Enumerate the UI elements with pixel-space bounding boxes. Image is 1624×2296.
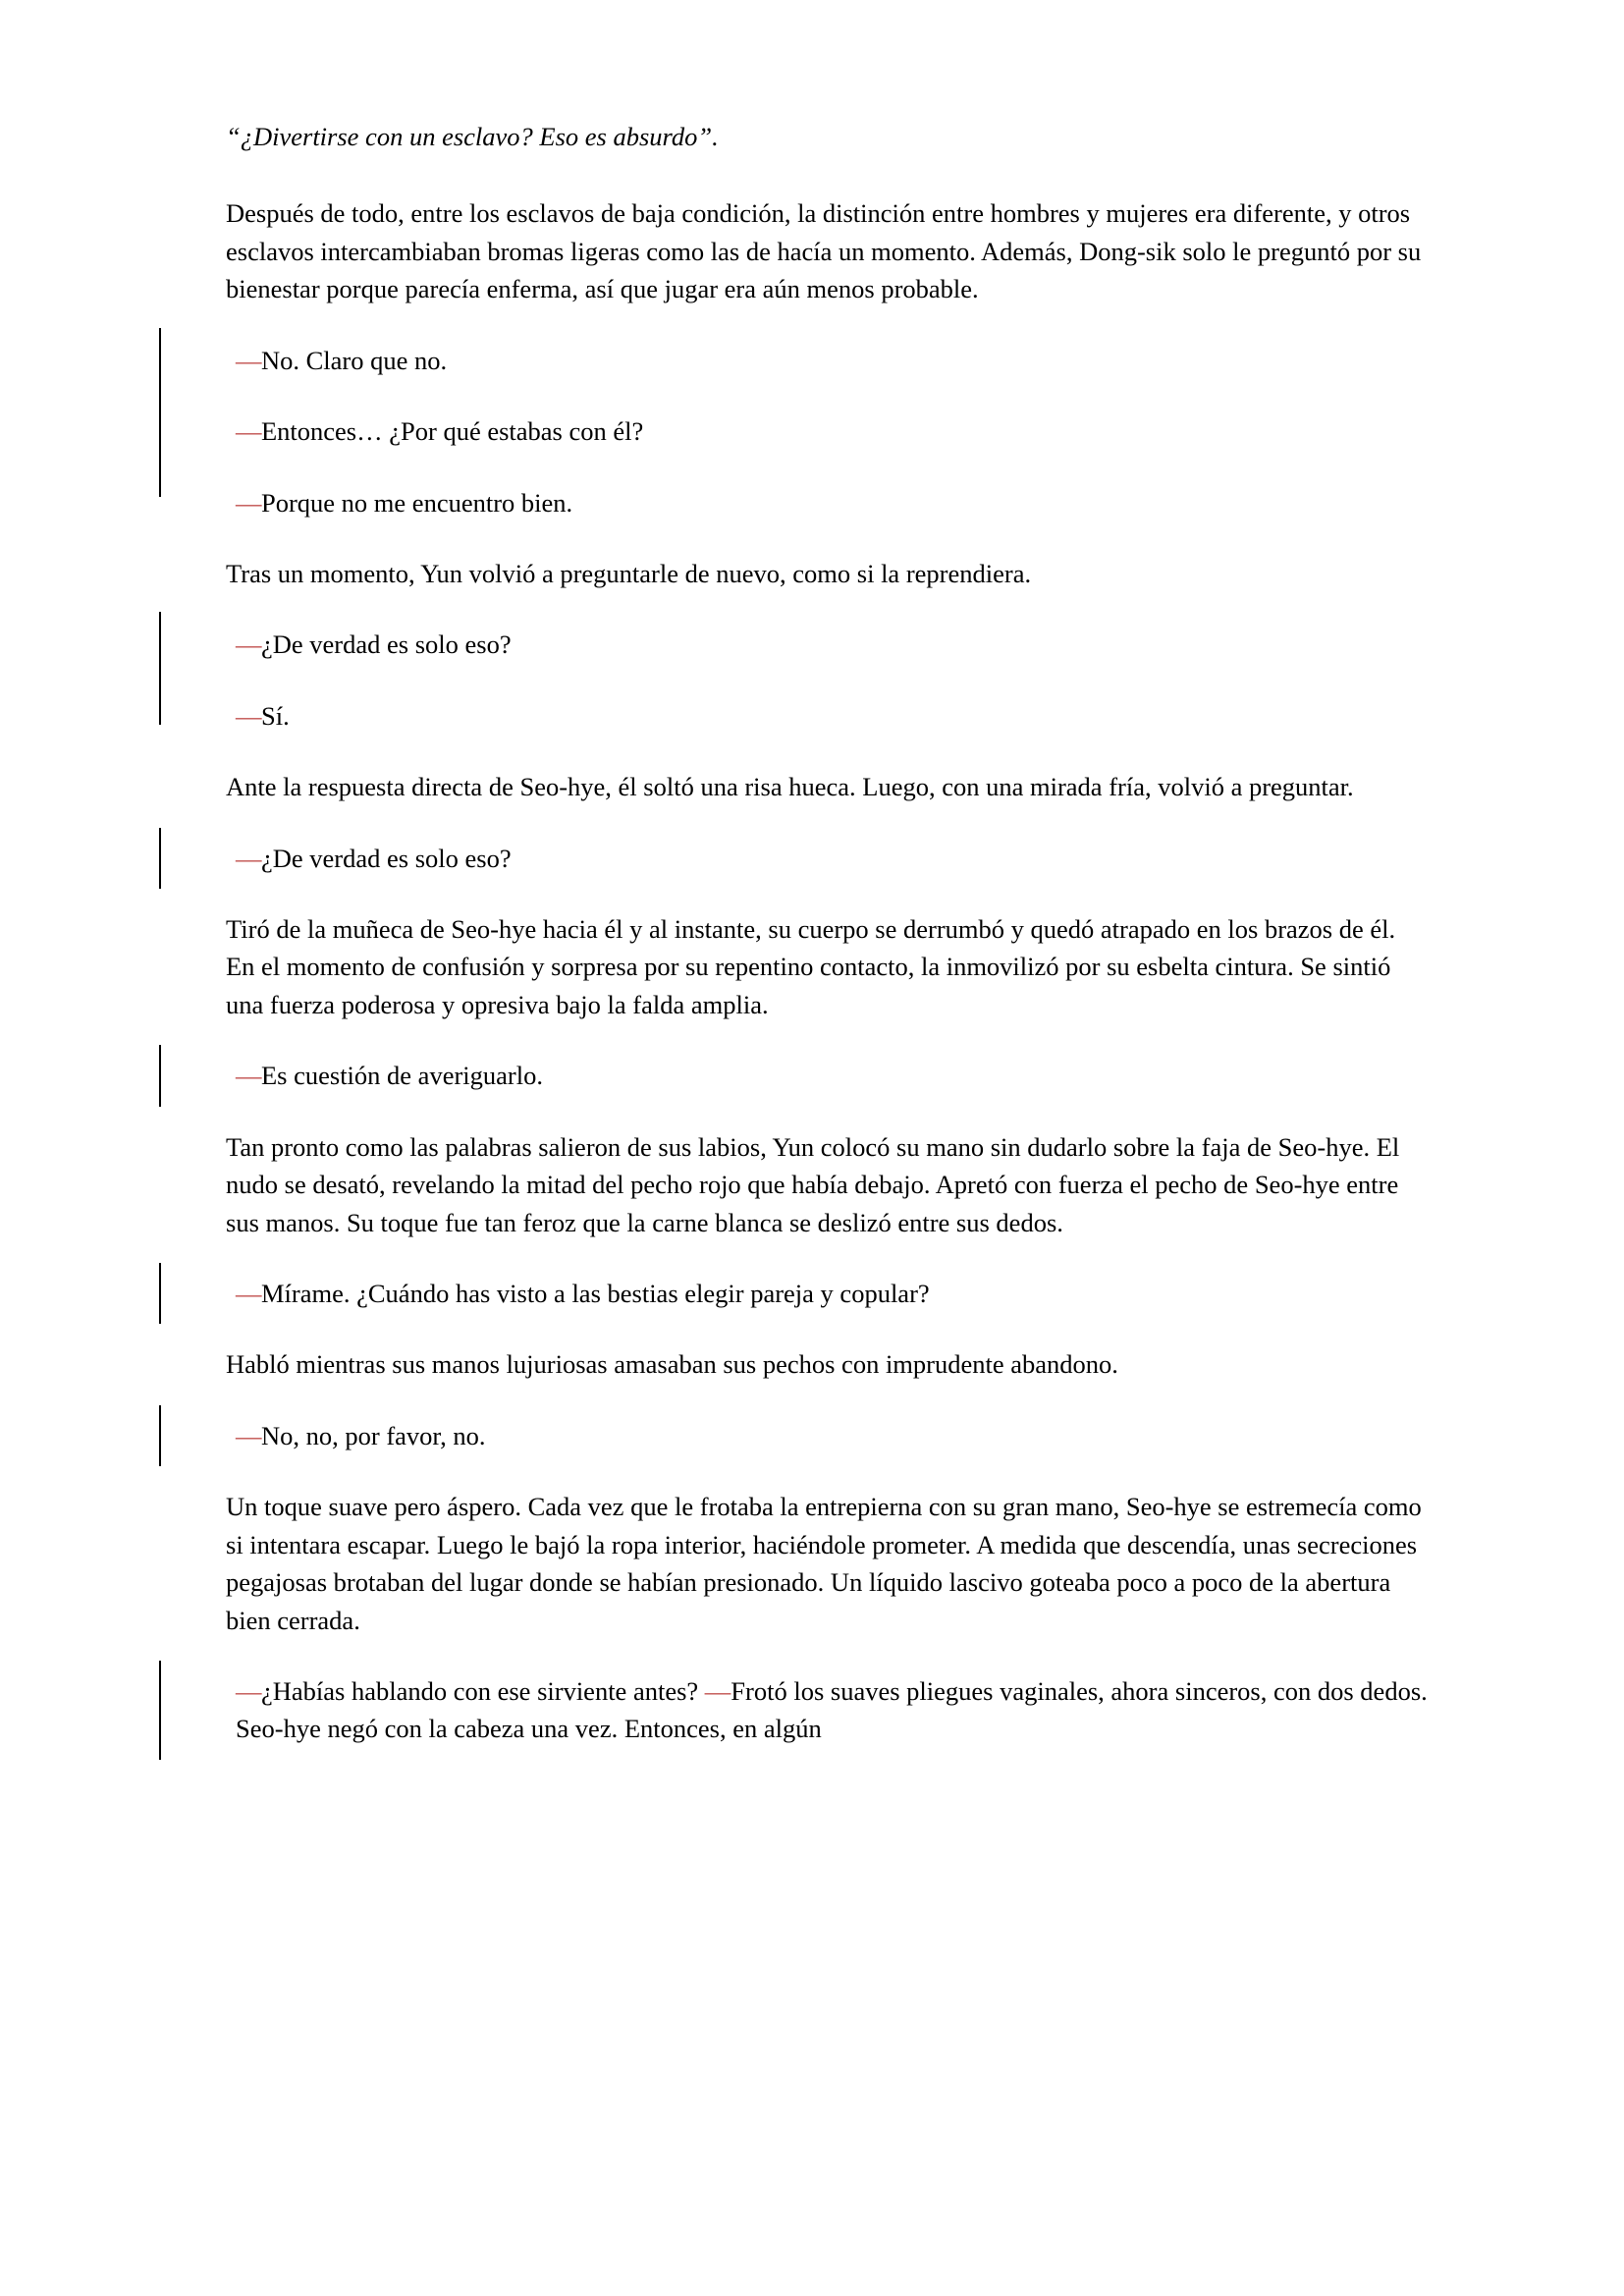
em-dash-marker: — bbox=[236, 1061, 261, 1091]
dialogue-text: ¿Habías hablando con ese sirviente antes? bbox=[260, 1675, 705, 1706]
dialogue-text: No, no, por favor, no. bbox=[260, 1420, 486, 1450]
paragraph-dialogue bbox=[236, 840, 1428, 877]
paragraph-dialogue bbox=[236, 412, 1428, 450]
em-dash-marker: — bbox=[236, 1420, 261, 1450]
document-body bbox=[226, 118, 1428, 1748]
dialogue-text: Sí. bbox=[260, 700, 290, 731]
em-dash-marker: — bbox=[236, 1279, 261, 1309]
em-dash-marker: — bbox=[236, 345, 261, 375]
paragraph-body: Tiró de la muñeca de Seo-hye hacia él y al instante, su cuerpo se derrumbó y quedó atrapado en los brazos de él. En el momento de confusión y sorpresa por su repentino contacto, la inmovilizó por su esbelta cintura. Se sintió una fuerza poderosa y opresiva bajo la falda amplia. bbox=[226, 914, 1396, 1019]
narration-text: Frotó los suaves pliegues vaginales, ahora sinceros, con dos dedos. Seo-hye negó con la cabeza una vez. Entonces, en algún bbox=[236, 1675, 1428, 1744]
em-dash-marker: — bbox=[236, 416, 261, 447]
dialogue-text: ¿De verdad es solo eso? bbox=[260, 629, 512, 660]
dialogue-text: No. Claro que no. bbox=[260, 345, 448, 375]
paragraph-dialogue bbox=[236, 1057, 1428, 1094]
em-dash-marker: — bbox=[236, 700, 261, 731]
paragraph-body: Después de todo, entre los esclavos de baja condición, la distinción entre hombres y mujeres era diferente, y otros esclavos intercambiaban bromas ligeras como las de hacía un momento. Además, Dong-sik solo le preguntó por su bienestar porque parecía enferma, así que jugar era aún menos probable. bbox=[226, 198, 1422, 304]
em-dash-marker-inline: — bbox=[704, 1675, 731, 1706]
dialogue-text: Porque no me encuentro bien. bbox=[260, 487, 573, 518]
paragraph-dialogue bbox=[236, 697, 1428, 735]
paragraph-body: Tras un momento, Yun volvió a preguntarle de nuevo, como si la reprendiera. bbox=[226, 558, 1032, 588]
dialogue-text: ¿De verdad es solo eso? bbox=[260, 843, 512, 873]
em-dash-marker: — bbox=[236, 487, 261, 518]
dialogue-text: Entonces… ¿Por qué estabas con él? bbox=[260, 416, 644, 447]
paragraph-dialogue-mixed bbox=[236, 1672, 1428, 1748]
em-dash-marker: — bbox=[236, 843, 261, 873]
paragraph-body: Habló mientras sus manos lujuriosas amasaban sus pechos con imprudente abandono. bbox=[226, 1349, 1118, 1380]
paragraph-dialogue bbox=[236, 626, 1428, 663]
em-dash-marker: — bbox=[236, 1675, 261, 1706]
paragraph-body: Tan pronto como las palabras salieron de sus labios, Yun colocó su mano sin dudarlo sobre la faja de Seo-hye. El nudo se desató, revelando la mitad del pecho rojo que había debajo. Apretó con fuerza el pecho de Seo-hye entre sus manos. Su toque fue tan feroz que la carne blanca se deslizó entre sus dedos. bbox=[226, 1131, 1400, 1237]
dialogue-text: Es cuestión de averiguarlo. bbox=[260, 1061, 543, 1091]
paragraph-dialogue bbox=[236, 484, 1428, 521]
paragraph-quote: “¿Divertirse con un esclavo? Eso es absurdo”. bbox=[226, 122, 719, 151]
paragraph-dialogue bbox=[236, 1275, 1428, 1312]
paragraph-dialogue bbox=[236, 342, 1428, 379]
em-dash-marker: — bbox=[236, 629, 261, 660]
paragraph-dialogue bbox=[236, 1417, 1428, 1454]
dialogue-text: Mírame. ¿Cuándo has visto a las bestias elegir pareja y copular? bbox=[260, 1279, 930, 1309]
paragraph-body: Ante la respuesta directa de Seo-hye, él soltó una risa hueca. Luego, con una mirada fría, volvió a preguntar. bbox=[226, 772, 1354, 802]
paragraph-body: Un toque suave pero áspero. Cada vez que le frotaba la entrepierna con su gran mano, Seo-hye se estremecía como si intentara escapar. Luego le bajó la ropa interior, haciéndole prometer. A medida que descendía, unas secreciones pegajosas brotaban del lugar donde se habían presionado. Un líquido lascivo goteaba poco a poco de la abertura bien cerrada. bbox=[226, 1492, 1422, 1635]
